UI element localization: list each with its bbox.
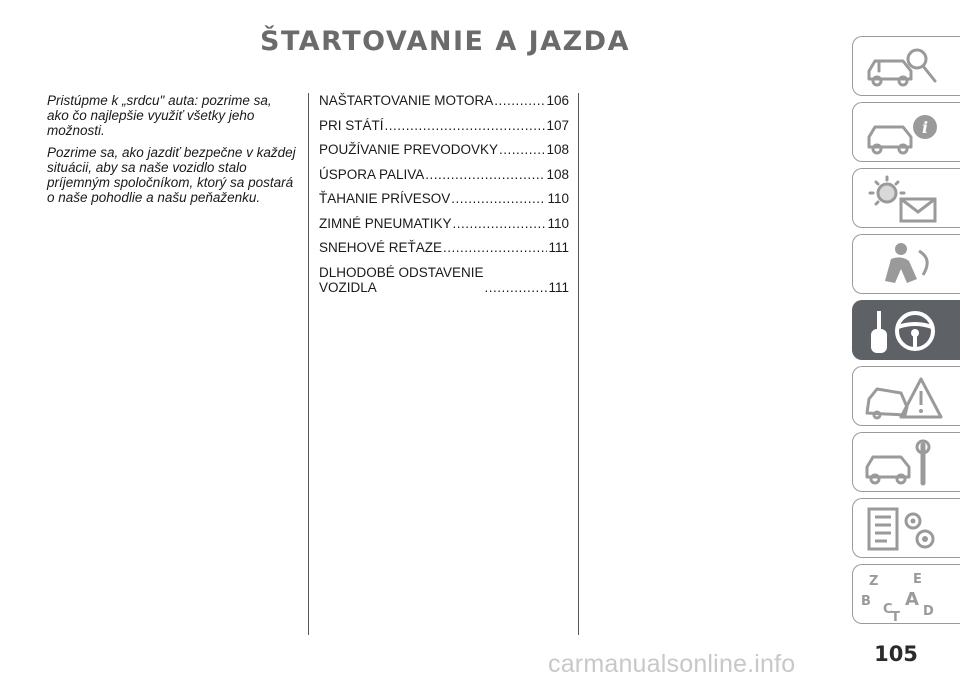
toc-leader-dots: [453, 216, 547, 232]
toc-leader-dots: [499, 142, 545, 158]
intro-text: [47, 93, 297, 212]
toc-leader-dots: [485, 280, 548, 296]
toc-item-long-inactivity[interactable]: [319, 265, 569, 296]
toc-item-winter-tyres[interactable]: [319, 216, 569, 232]
toc-item-page: 107: [546, 117, 569, 133]
car-magnifier-icon: [861, 41, 945, 93]
toc-item-label: DLHODOBÉ ODSTAVENIE VOZIDLA: [319, 264, 484, 295]
watermark: carmanualsonline.info: [548, 650, 796, 678]
toc-item-label: ÚSPORA PALIVA: [319, 166, 425, 182]
toc-item-label: POUŽÍVANIE PREVODOVKY: [319, 142, 499, 157]
chapter-tab-starting-driving[interactable]: [852, 300, 960, 360]
chapter-tab-warnings-messages[interactable]: [852, 168, 960, 228]
toc-item-page: 110: [547, 191, 569, 206]
chapter-tab-specifications[interactable]: [852, 498, 960, 558]
table-of-contents: [319, 93, 569, 305]
toc-item-engine-start[interactable]: [319, 93, 569, 109]
toc-leader-dots: [494, 93, 545, 109]
index-letter: A: [905, 589, 919, 610]
toc-item-page: 108: [546, 166, 569, 182]
index-letter: D: [923, 604, 934, 619]
car-wrench-icon: [861, 437, 945, 489]
page-number: 105: [874, 642, 918, 666]
chapter-tab-car-overview[interactable]: [852, 36, 960, 96]
toc-leader-dots: [385, 118, 546, 134]
toc-item-fuel-saving[interactable]: [319, 167, 569, 183]
toc-leader-dots: [443, 240, 547, 256]
toc-item-parking[interactable]: [319, 118, 569, 134]
chapter-tab-safety[interactable]: [852, 234, 960, 294]
column-divider: [308, 93, 309, 635]
toc-item-label: ŤAHANIE PRÍVESOV: [319, 191, 451, 206]
index-letter: T: [891, 610, 900, 621]
car-info-icon: [861, 107, 945, 159]
toc-item-page: 108: [546, 142, 569, 157]
index-letter: C: [883, 602, 893, 617]
toc-leader-dots: [425, 167, 545, 183]
seatbelt-airbag-icon: [861, 239, 945, 291]
toc-item-snow-chains[interactable]: [319, 240, 569, 256]
page-title: ŠTARTOVANIE A JAZDA: [260, 26, 630, 57]
chapter-tab-emergency[interactable]: [852, 366, 960, 426]
key-steering-wheel-icon: [861, 305, 945, 357]
intro-paragraph: Pozrime sa, ako jazdiť bezpečne v každej situácii, aby sa naše vozidlo stalo príjemným spoločníkom, ktorý sa postará o naše pohodlie a našu peňaženku.: [47, 145, 296, 205]
toc-item-label: PRI STÁTÍ: [319, 117, 384, 133]
index-letter: E: [913, 572, 922, 587]
toc-item-page: 111: [548, 280, 569, 295]
toc-item-page: 106: [546, 93, 569, 108]
chapter-tab-car-info[interactable]: [852, 102, 960, 162]
toc-item-towing-trailers[interactable]: [319, 191, 569, 207]
toc-item-page: 111: [548, 240, 569, 255]
toc-item-gearbox[interactable]: [319, 142, 569, 158]
index-letter: B: [861, 594, 871, 609]
toc-item-label: NAŠTARTOVANIE MOTORA: [319, 93, 494, 108]
index-letter: Z: [869, 574, 879, 589]
toc-item-label: SNEHOVÉ REŤAZE: [319, 240, 443, 255]
column-divider: [578, 93, 579, 635]
toc-leader-dots: [451, 191, 546, 207]
svg-text:i: i: [921, 118, 929, 137]
chapter-tab-index[interactable]: [852, 564, 960, 624]
toc-item-label: ZIMNÉ PNEUMATIKY: [319, 215, 452, 231]
chapter-tab-maintenance[interactable]: [852, 432, 960, 492]
specs-gear-icon: [861, 503, 945, 555]
alphabet-index-icon: [861, 569, 945, 621]
toc-item-page: 110: [547, 215, 569, 231]
warning-light-message-icon: [861, 173, 945, 225]
intro-paragraph: Pristúpme k „srdcu" auta: pozrime sa, ako čo najlepšie využiť všetky jeho možnosti.: [47, 93, 272, 138]
car-warning-triangle-icon: [861, 371, 945, 423]
